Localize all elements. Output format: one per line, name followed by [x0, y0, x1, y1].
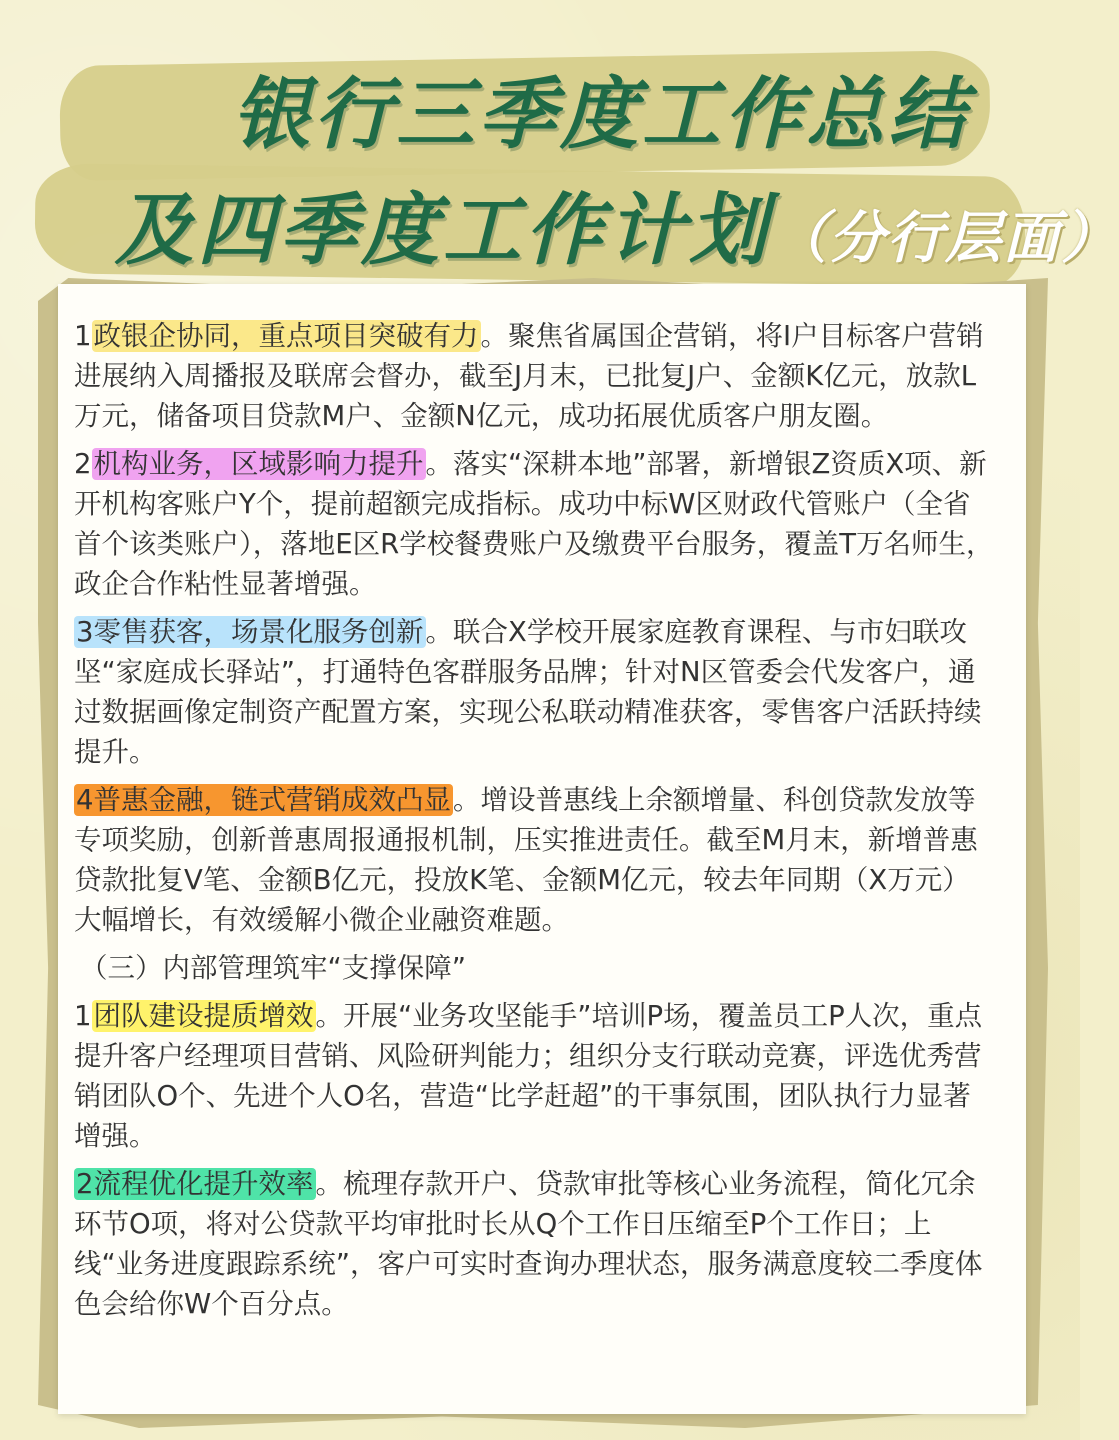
- paragraph-number: 4: [76, 784, 94, 816]
- paragraph-number: 2: [74, 448, 92, 480]
- paragraph-6: [74, 1164, 994, 1324]
- paragraph-number: 3: [76, 616, 94, 648]
- title-line-2: [115, 168, 1119, 280]
- title-line-1: 银行三季度工作总结: [232, 70, 971, 160]
- highlight-heading: 2流程优化提升效率: [76, 1168, 314, 1200]
- paragraph-body: 。聚焦省属国企营销，将I户目标客户营销进展纳入周播报及联席会督办，截至J月末，已批复J户、金额K亿元，放款L万元，储备项目贷款M户、金额N亿元，成功拓展优质客户朋友圈。: [74, 320, 984, 432]
- article-body: [74, 316, 994, 1332]
- paragraph-body: 。增设普惠线上余额增量、科创贷款发放等专项奖励，创新普惠周报通报机制，压实推进责任。截至M月末，新增普惠贷款批复V笔、金额B亿元，投放K笔、金额M亿元，较去年同期（X万元）大幅增长，有效缓解小微企业融资难题。: [74, 784, 978, 936]
- section-heading: （三）内部管理筑牢“支撑保障”: [80, 952, 466, 984]
- highlight-heading: [74, 784, 453, 816]
- paragraph-3: [74, 612, 994, 772]
- highlight-heading: [74, 616, 426, 648]
- highlight-heading: 机构业务，区域影响力提升: [93, 448, 424, 480]
- highlight-text: 零售获客，场景化服务创新: [93, 616, 424, 648]
- paragraph-body: 。落实“深耕本地”部署，新增银Z资质X项、新开机构客账户Y个，提前超额完成指标。成功中标W区财政代管账户（全省首个该类账户），落地E区R学校餐费账户及缴费平台服务，覆盖T万名师生，政企合作粘性显著增强。: [74, 448, 994, 600]
- paragraph-2: [74, 444, 994, 604]
- paragraph-5: [74, 996, 994, 1156]
- title-line-2-text: 及四季度工作计划: [115, 186, 772, 276]
- paragraph-number: 1: [74, 320, 92, 352]
- highlight-text: 普惠金融，链式营销成效凸显: [93, 784, 451, 816]
- paragraph-4: [74, 780, 994, 940]
- paragraph-body: 。梳理存款开户、贷款审批等核心业务流程，简化冗余环节O项，将对公贷款平均审批时长从Q个工作日压缩至P个工作日；上线“业务进度跟踪系统”，客户可实时查询办理状态，服务满意度较二季度体色会给你W个百分点。: [74, 1168, 983, 1320]
- paragraph-body: 。联合X学校开展家庭教育课程、与市妇联攻坚“家庭成长驿站”，打通特色客群服务品牌；针对N区管委会代发客户，通过数据画像定制资产配置方案，实现公私联动精准获客，零售客户活跃持续提升。: [74, 616, 982, 768]
- highlight-heading: 团队建设提质增效: [93, 1000, 314, 1032]
- paragraph-number: 1: [74, 1000, 92, 1032]
- paragraph-1: [74, 316, 994, 436]
- paragraph-body: 。开展“业务攻坚能手”培训P场，覆盖员工P人次，重点提升客户经理项目营销、风险研判能力；组织分支行联动竞赛，评选优秀营销团队O个、先进个人O名，营造“比学赶超”的干事氛围，团队执行力显著增强。: [74, 1000, 983, 1152]
- title-subtitle: （分行层面）: [771, 206, 1119, 271]
- highlight-heading: 政银企协同，重点项目突破有力: [93, 320, 479, 352]
